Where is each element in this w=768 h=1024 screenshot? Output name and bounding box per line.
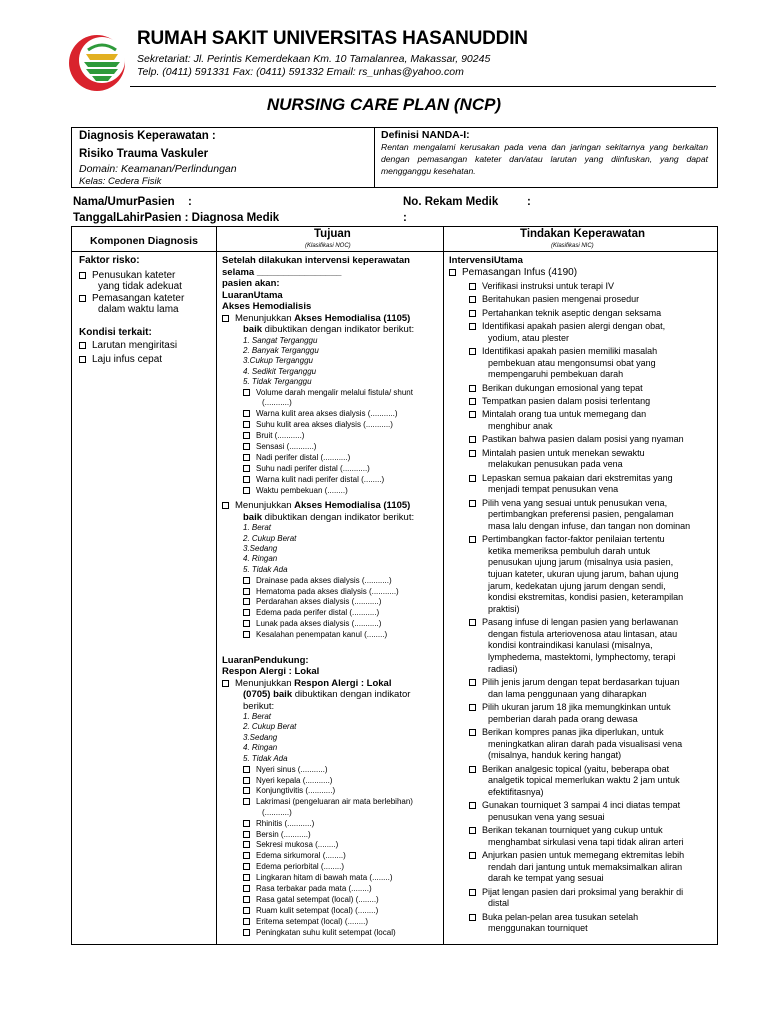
intervention-text: ketika memeriksa pembuluh darah untuk: [488, 545, 651, 556]
intervention-item: [449, 727, 717, 762]
intervention-item: [449, 677, 717, 700]
indicators-1: [222, 388, 442, 496]
col-header-tindakan-sub: (Klasifikasi NIC): [551, 243, 594, 249]
intervention-text: Pilih vena yang sesuai untuk penusukan vena,: [482, 497, 668, 508]
intervention-text: tujuan kateter, ukuran ujung jarum, bahan ujung: [488, 569, 679, 580]
checkbox[interactable]: [222, 315, 229, 322]
record-number-label: No. Rekam Medik: [403, 196, 499, 208]
col-header-tindakan: Tindakan Keperawatan: [520, 228, 646, 240]
intervention-text: Berikan tekanan tourniquet yang cukup untuk: [482, 825, 663, 836]
checkbox[interactable]: [243, 929, 250, 936]
intervention-text: darah ke tempat yang sesuai: [488, 873, 604, 884]
kondisi-label: Kondisi terkait:: [79, 326, 152, 338]
scale-item: 4. Ringan: [243, 743, 278, 753]
intervention-text: menghibur anak: [488, 420, 553, 431]
patient-name-colon: :: [188, 196, 192, 208]
hospital-name: RUMAH SAKIT UNIVERSITAS HASANUDDIN: [137, 28, 528, 49]
checkbox[interactable]: [469, 450, 476, 457]
indicator-item: Bruit (...........): [243, 431, 442, 441]
indicator-item: Edema periorbital (........): [243, 862, 442, 872]
indicator-item: Sensasi (...........): [243, 442, 442, 452]
scale-item: 5. Tidak Ada: [243, 753, 288, 763]
intervention-item: [449, 800, 717, 823]
luaran-utama-label: LuaranUtama: [222, 289, 283, 301]
intervention-text: yodium, atau plester: [488, 332, 570, 343]
dob-diagnosis-colon: :: [403, 212, 407, 224]
intervention-text: jarum, kedekatan ujung jarum dengan sendi,: [488, 580, 666, 591]
intervention-text: Pijat lengan pasien dari proksimal yang berakhir di: [482, 886, 684, 897]
kondisi-item: Larutan mengiritasi: [79, 340, 213, 352]
intervention-text: Tempatkan pasien dalam posisi terlentang: [482, 395, 651, 406]
scale-item: 3.Sedang: [243, 732, 278, 742]
intervention-item: [449, 825, 717, 848]
indicator-item: Suhu nadi perifer distal (...........): [243, 464, 442, 474]
definition-label: Definisi NANDA-I:: [381, 129, 470, 141]
intervention-item: [449, 448, 717, 471]
indicator-item: Eritema setempat (local) (........): [243, 917, 442, 927]
checkbox[interactable]: [243, 841, 250, 848]
checkbox[interactable]: [469, 398, 476, 405]
checkbox[interactable]: [469, 283, 476, 290]
indicator-item: Edema pada perifer distal (...........): [243, 608, 442, 618]
checkbox[interactable]: [469, 411, 476, 418]
checkbox[interactable]: [469, 827, 476, 834]
intervention-text: Verifikasi instruksi untuk terapi IV: [482, 280, 615, 291]
intervention-text: dan lama penggunaan yang diharapkan: [488, 688, 647, 699]
checkbox[interactable]: [469, 536, 476, 543]
checkbox[interactable]: [243, 476, 250, 483]
intervention-text: Mintalah pasien untuk menekan sewaktu: [482, 447, 645, 458]
intervention-item: [449, 308, 717, 320]
indicator-item: Warna kulit area akses dialysis (...........): [243, 409, 442, 419]
intervention-text: Identifikasi apakah pasien alergi dengan obat,: [482, 320, 666, 331]
intervention-main: Pemasangan Infus (4190): [449, 267, 717, 279]
intervention-text: radiasi): [488, 663, 518, 674]
checkbox[interactable]: [469, 436, 476, 443]
intervention-item: [449, 473, 717, 496]
indicator-item: Rasa terbakar pada mata (........): [243, 884, 442, 894]
intervention-text: kondisi kontraindikasi kanulasi (misalnya,: [488, 640, 653, 651]
checkbox[interactable]: [469, 802, 476, 809]
intervention-text: Buka pelan-pelan area tusukan setelah: [482, 911, 639, 922]
checkbox[interactable]: [449, 269, 456, 276]
checkbox[interactable]: [79, 342, 86, 349]
indicator-item: Lingkaran hitam di bawah mata (........): [243, 873, 442, 883]
intervention-text: Berikan analgesic topical (yaitu, beberapa obat: [482, 763, 670, 774]
checkbox[interactable]: [469, 889, 476, 896]
hospital-contact: Telp. (0411) 591331 Fax: (0411) 591332 Email: rs_unhas@yahoo.com: [137, 66, 464, 78]
intervention-text: mempengaruhi pembekuan darah: [488, 369, 624, 380]
patient-name-label: Nama/UmurPasien: [73, 196, 175, 208]
checkbox[interactable]: [243, 410, 250, 417]
checkbox[interactable]: [222, 680, 229, 687]
hospital-logo: [66, 34, 128, 92]
checkbox[interactable]: [243, 577, 250, 584]
intervention-item: [449, 887, 717, 910]
checkbox[interactable]: [469, 296, 476, 303]
intervention-text: menjadi tempat penusukan vena: [488, 484, 619, 495]
checkbox[interactable]: [469, 914, 476, 921]
intervention-text: (misalnya, handuk kering hangat): [488, 750, 622, 761]
scale-item: 1. Berat: [243, 712, 272, 722]
luaran-pendukung-label: LuaranPendukung:: [222, 654, 309, 666]
intervention-text: Berikan kompres panas jika diperlukan, untuk: [482, 726, 664, 737]
record-number-colon: :: [527, 196, 531, 208]
intervention-text: Pertahankan teknik aseptic dengan seksama: [482, 307, 662, 318]
checkbox[interactable]: [243, 777, 250, 784]
checkbox[interactable]: [243, 465, 250, 472]
diagnosis-name: Risiko Trauma Vaskuler: [79, 148, 209, 160]
indicator-item: Perdarahan akses dialysis (...........): [243, 597, 442, 607]
scale-item: 3.Cukup Terganggu: [243, 356, 313, 366]
intervention-item: [449, 281, 717, 293]
checkbox[interactable]: [469, 729, 476, 736]
checkbox[interactable]: [243, 798, 250, 805]
checkbox[interactable]: [469, 323, 476, 330]
kondisi-item: Laju infus cepat: [79, 354, 213, 366]
checkbox[interactable]: [243, 766, 250, 773]
indicator-item: Ruam kulit setempat (local) (........): [243, 906, 442, 916]
goal-1-cont: baik dibuktikan dengan indikator berikut:: [243, 324, 415, 335]
checkbox[interactable]: [243, 454, 250, 461]
indicator-item: Sekresi mukosa (........): [243, 840, 442, 850]
checkbox[interactable]: [243, 874, 250, 881]
faktor-item-cont: dalam waktu lama: [98, 304, 179, 315]
intervention-text: Pastikan bahwa pasien dalam posisi yang nyaman: [482, 434, 684, 445]
intervention-text: Beritahukan pasien mengenai prosedur: [482, 294, 640, 305]
checkbox[interactable]: [243, 598, 250, 605]
diagnosis-domain: Domain: Keamanan/Perlindungan: [79, 163, 237, 175]
indicator-item: Konjungtivitis (...........): [243, 786, 442, 796]
intervention-item: [449, 321, 717, 344]
intervention-item: [449, 764, 717, 799]
indicator-item: Lunak pada akses dialysis (...........): [243, 619, 442, 629]
diagnosis-divider: [374, 127, 375, 188]
intervention-text: Pilih jenis jarum dengan tepat berdasarkan tujuan: [482, 676, 680, 687]
intervention-text: menggunakan tourniquet: [488, 923, 588, 934]
intervention-text: efektifitasnya): [488, 786, 544, 797]
indicator-item: Warna kulit nadi perifer distal (........): [243, 475, 442, 485]
intervention-text: Mintalah orang tua untuk memegang dan: [482, 409, 647, 420]
checkbox[interactable]: [469, 475, 476, 482]
checkbox[interactable]: [79, 356, 86, 363]
scale-item: 1. Sangat Terganggu: [243, 335, 318, 345]
checkbox[interactable]: [243, 852, 250, 859]
checkbox[interactable]: [469, 348, 476, 355]
scale-item: 4. Ringan: [243, 554, 278, 564]
tindakan-column: [449, 255, 717, 935]
intervention-text: penusukan vena yang sesuai: [488, 811, 605, 822]
tujuan-column: [222, 255, 442, 938]
scale-item: 1. Berat: [243, 523, 272, 533]
checkbox[interactable]: [243, 421, 250, 428]
scale-item: 2. Cukup Berat: [243, 722, 297, 732]
scale-3: [222, 712, 442, 764]
intervention-item: [449, 383, 717, 395]
intervention-item: [449, 396, 717, 408]
intervention-item: [449, 534, 717, 615]
checkbox[interactable]: [79, 272, 86, 279]
scale-item: 5. Tidak Terganggu: [243, 377, 312, 387]
intervention-text: pembekuan atau mengonsumsi obat yang: [488, 357, 656, 368]
checkbox[interactable]: [469, 766, 476, 773]
intervention-text: praktisi): [488, 603, 520, 614]
intervention-text: masa lalu dengan infuse, dan tangan non dominan: [488, 520, 691, 531]
intervention-text: Anjurkan pasien untuk memegang ektremitas lebih: [482, 850, 685, 861]
goal-3-cont: (0705) baik dibuktikan dengan indikator: [243, 689, 411, 701]
indicator-item: Nyeri kepala (...........): [243, 776, 442, 786]
hospital-address: Sekretariat: Jl. Perintis Kemerdekaan Km. 10 Tamalanrea, Makassar, 90245: [137, 53, 491, 65]
faktor-label: Faktor risko:: [79, 255, 140, 266]
goal-2: Menunjukkan Akses Hemodialisa (1105): [222, 500, 442, 512]
intervention-item: [449, 294, 717, 306]
indicator-item: Rhinitis (...........): [243, 819, 442, 829]
intervention-list: [449, 281, 717, 935]
dob-diagnosis-label: TanggalLahirPasien : Diagnosa Medik: [73, 212, 280, 224]
intervention-text: Gunakan tourniquet 3 sampai 4 inci diatas tempat: [482, 800, 681, 811]
indicators-2: [222, 576, 442, 641]
indicator-item: Peningkatan suhu kulit setempat (local): [243, 928, 442, 938]
intervention-text: pemberian darah pada orang dewasa: [488, 713, 638, 724]
checkbox[interactable]: [243, 787, 250, 794]
intervention-item: [449, 498, 717, 533]
table-col-divider-2: [443, 226, 444, 945]
checkbox[interactable]: [469, 704, 476, 711]
intervention-text: distal: [488, 898, 510, 909]
checkbox[interactable]: [469, 852, 476, 859]
checkbox[interactable]: [469, 619, 476, 626]
intervention-text: Pasang infuse di lengan pasien yang berlawanan: [482, 617, 679, 628]
intervention-text: melakukan penusukan pada vena: [488, 459, 623, 470]
definition-text: Rentan mengalami kerusakan pada vena dan jaringan sekitarnya yang berkaitan dengan pemasangan kateter dan/atau larutan yang diinfuskan, yang dapat mengganggu kesehatan.: [381, 142, 708, 176]
intervention-text: pertimbangkan preferensi pasien, pengalaman: [488, 509, 674, 520]
checkbox[interactable]: [243, 896, 250, 903]
scale-2: [222, 523, 442, 575]
indicator-item: Waktu pembekuan (........): [243, 486, 442, 496]
indicator-item: Nyeri sinus (...........): [243, 765, 442, 775]
intervention-text: Lepaskan semua pakaian dari ekstremitas yang: [482, 472, 673, 483]
diagnosis-class: Kelas: Cedera Fisik: [79, 176, 162, 187]
checkbox[interactable]: [243, 620, 250, 627]
checkbox[interactable]: [243, 918, 250, 925]
col-header-tujuan-sub: (Klasifikasi NOC): [305, 243, 351, 249]
intervention-item: [449, 617, 717, 675]
checkbox[interactable]: [243, 443, 250, 450]
scale-item: 2. Cukup Berat: [243, 533, 297, 543]
checkbox[interactable]: [243, 820, 250, 827]
intervention-item: [449, 912, 717, 935]
faktor-item: Pemasangan kateter: [79, 293, 213, 305]
intervention-text: menghambat sirkulasi vena tapi tidak aliran arteri: [488, 836, 684, 847]
intervention-item: [449, 850, 717, 885]
respon-label: Respon Alergi : Lokal: [222, 666, 320, 678]
checkbox[interactable]: [243, 389, 250, 396]
indicator-cont: (...........): [262, 398, 292, 408]
checkbox[interactable]: [79, 295, 86, 302]
intervention-text: Pilih ukuran jarum 18 jika memungkinkan untuk: [482, 701, 671, 712]
goal-3-end: berikut:: [243, 700, 275, 712]
goal-1: Menunjukkan Akses Hemodialisa (1105): [222, 313, 442, 325]
intervention-item: [449, 702, 717, 725]
tujuan-intro-end: pasien akan:: [222, 278, 280, 289]
col-header-komponen: Komponen Diagnosis: [90, 235, 198, 247]
intervention-text: Berikan dukungan emosional yang tepat: [482, 382, 643, 393]
indicator-item: Lakrimasi (pengeluaran air mata berlebihan): [243, 797, 442, 807]
checkbox[interactable]: [243, 609, 250, 616]
tujuan-intro: Setelah dilakukan intervensi keperawatan: [222, 255, 410, 266]
col-header-tujuan: Tujuan: [314, 228, 351, 240]
indicator-cont: (...........): [262, 807, 292, 817]
scale-item: 4. Sedikit Terganggu: [243, 366, 317, 376]
faktor-item: Penusukan kateter: [79, 270, 213, 282]
indicator-item: Kesalahan penempatan kanul (........): [243, 630, 442, 640]
akses-label: Akses Hemodialisis: [222, 301, 312, 312]
indicator-item: Volume darah mengalir melalui fistula/ shunt: [243, 388, 442, 398]
checkbox[interactable]: [469, 500, 476, 507]
goal-2-cont: baik dibuktikan dengan indikator berikut:: [243, 511, 415, 523]
indicator-item: Nadi perifer distal (...........): [243, 453, 442, 463]
intervention-item: [449, 434, 717, 446]
intervention-text: analgetik topical memerlukan waktu 2 jam untuk: [488, 775, 680, 786]
checkbox[interactable]: [243, 588, 250, 595]
checkbox[interactable]: [243, 487, 250, 494]
tujuan-duration: selama ________________: [222, 266, 342, 278]
checkbox[interactable]: [469, 385, 476, 392]
checkbox[interactable]: [243, 907, 250, 914]
checkbox[interactable]: [243, 432, 250, 439]
intervention-text: meningkatkan aliran darah pada visualisasi vena: [488, 738, 683, 749]
scale-item: 3.Sedang: [243, 543, 278, 553]
indicators-3: [222, 765, 442, 939]
checkbox[interactable]: [243, 831, 250, 838]
scale-item: 5. Tidak Ada: [243, 564, 288, 574]
intervention-text: Identifikasi apakah pasien memiliki masalah: [482, 345, 658, 356]
intervention-text: Pertimbangkan factor-faktor penilaian tertentu: [482, 534, 665, 545]
header-divider: [130, 86, 716, 87]
checkbox[interactable]: [243, 863, 250, 870]
table-header-divider: [71, 251, 718, 252]
komponen-column: [79, 255, 213, 365]
indicator-item: Bersin (...........): [243, 830, 442, 840]
indicator-item: Rasa gatal setempat (local) (........): [243, 895, 442, 905]
checkbox[interactable]: [243, 631, 250, 638]
intervention-text: lymphedema, mastektomi, lymphectomy, terapi: [488, 651, 676, 662]
intervention-item: [449, 346, 717, 381]
checkbox[interactable]: [469, 310, 476, 317]
intervention-text: penusukan ujung jarum (misalnya usia pasien,: [488, 557, 674, 568]
intervention-item: [449, 409, 717, 432]
intervention-text: rendah dari jantung untuk memaksimalkan aliran: [488, 861, 683, 872]
checkbox[interactable]: [243, 885, 250, 892]
diagnosis-label: Diagnosis Keperawatan :: [79, 130, 216, 142]
document-title: NURSING CARE PLAN (NCP): [266, 95, 502, 114]
indicator-item: Drainase pada akses dialysis (...........): [243, 576, 442, 586]
checkbox[interactable]: [222, 502, 229, 509]
intervention-text: dengan fistula arteriovenosa atau lintasan, atau: [488, 628, 678, 639]
intervention-text: kondisi ekstremitas, kondisi pasien, keterampilan: [488, 592, 684, 603]
goal-3: Menunjukkan Respon Alergi : Lokal: [222, 678, 442, 690]
scale-item: 2. Banyak Terganggu: [243, 345, 319, 355]
intervensi-utama-label: IntervensiUtama: [449, 255, 523, 266]
faktor-item-cont: yang tidak adekuat: [98, 281, 182, 292]
indicator-item: Suhu kulit area akses dialysis (...........): [243, 420, 442, 430]
indicator-item: Edema sirkumoral (........): [243, 851, 442, 861]
table-col-divider-1: [216, 226, 217, 945]
scale-1: [222, 336, 442, 388]
indicator-item: Hematoma pada akses dialysis (...........): [243, 587, 442, 597]
checkbox[interactable]: [469, 679, 476, 686]
